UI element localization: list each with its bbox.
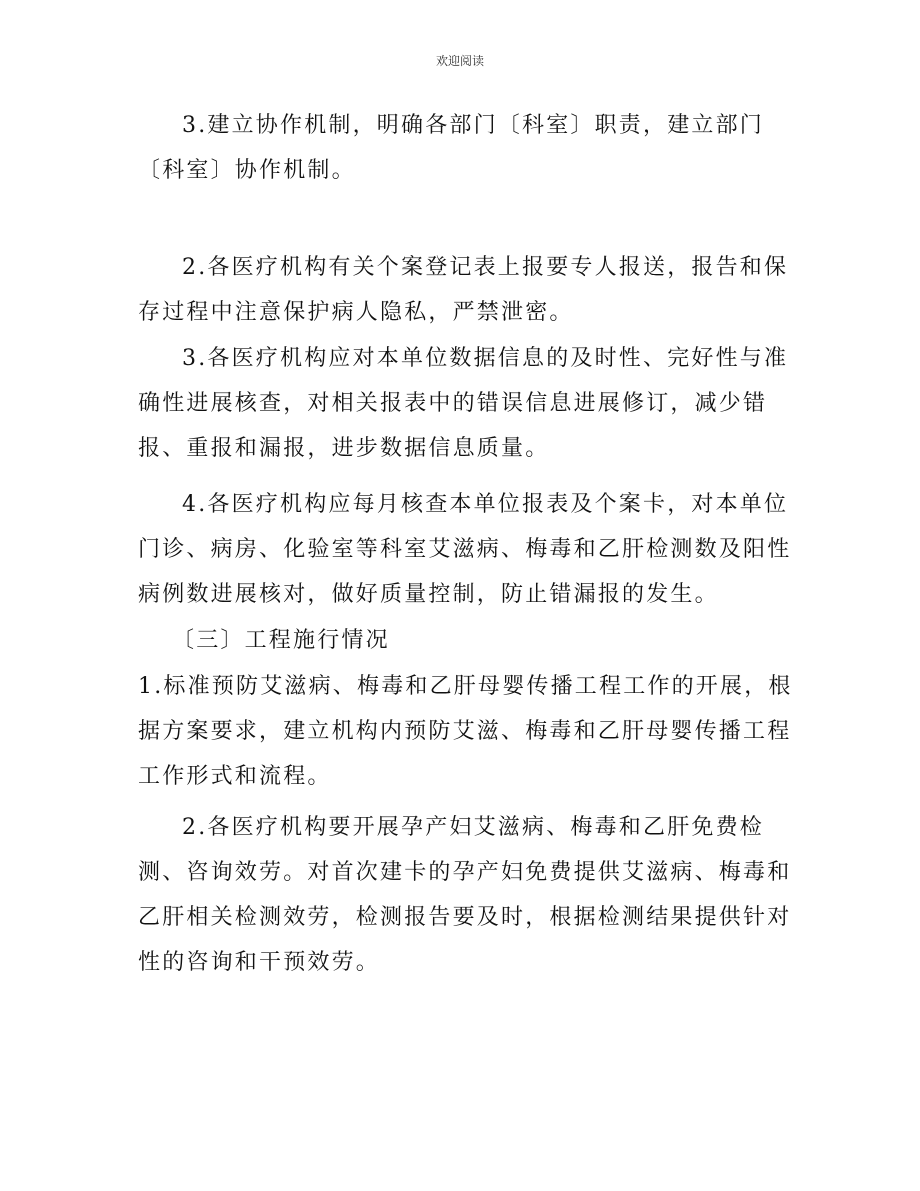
paragraph-collaboration-mechanism: 3.建立协作机制，明确各部门〔科室〕职责，建立部门〔科室〕协作机制。	[138, 113, 764, 183]
paragraph-standard-prevention: 1.标准预防艾滋病、梅毒和乙肝母婴传播工程工作的开展，根据方案要求，建立机构内预防艾滋、梅毒和乙肝母婴传播工程工作形式和流程。	[138, 674, 793, 789]
paragraph-monthly-check: 4.各医疗机构应每月核查本单位报表及个案卡，对本单位门诊、病房、化验室等科室艾滋病、梅毒和乙肝检测数及阳性病例数进展核对，做好质量控制，防止错漏报的发生。	[138, 492, 792, 607]
paragraph-data-verification: 3.各医疗机构应对本单位数据信息的及时性、完好性与准确性进展核查，对相关报表中的错误信息进展修订，减少错报、重报和漏报，进步数据信息质量。	[138, 346, 789, 461]
page-header: 欢迎阅读	[435, 54, 484, 68]
paragraph-case-report-submission: 2.各医疗机构有关个案登记表上报要专人报送，报告和保存过程中注意保护病人隐私，严禁泄密。	[138, 255, 789, 325]
paragraph-free-testing: 2.各医疗机构要开展孕产妇艾滋病、梅毒和乙肝免费检测、咨询效劳。对首次建卡的孕产妇免费提供艾滋病、梅毒和乙肝相关检测效劳，检测报告要及时，根据检测结果提供针对性的咨询和干预效劳。	[138, 815, 792, 975]
section-heading-project-implementation: 〔三〕工程施行情况	[172, 628, 390, 653]
